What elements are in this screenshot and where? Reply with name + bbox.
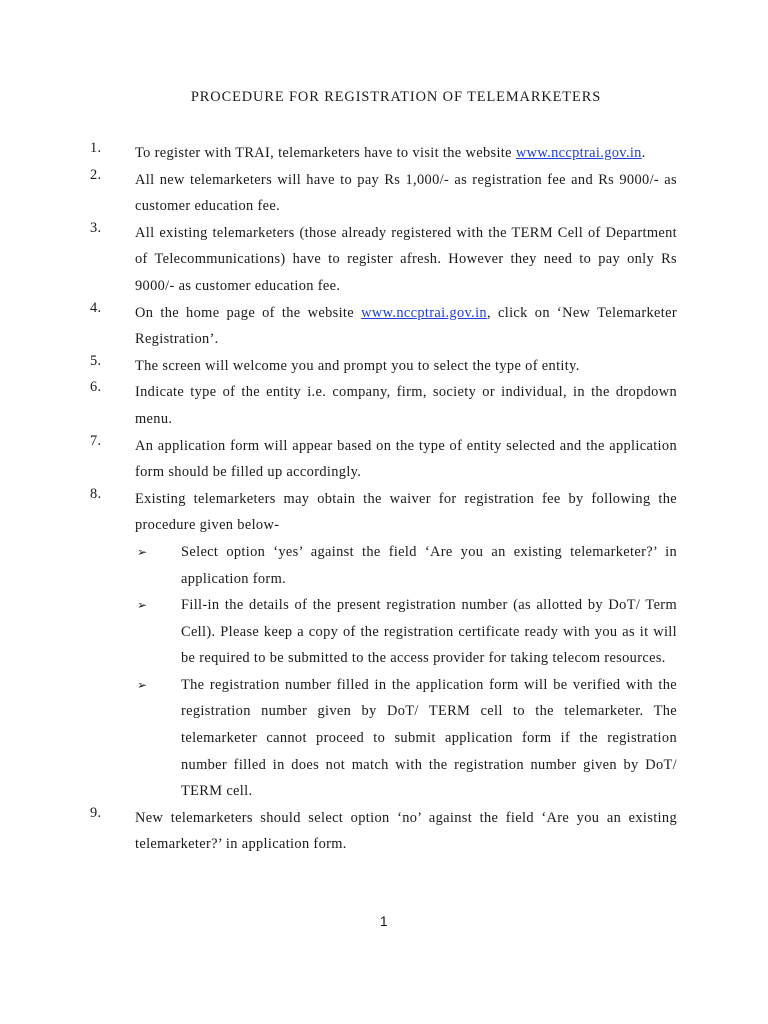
item-text: The screen will welcome you and prompt you to select the type of entity. [135, 357, 580, 374]
sub-item-text: The registration number filled in the application form will be verified with the registration number given by DoT/ TERM cell to the telemarketer. The telemarketer cannot proceed to submit application form if the registration number filled in does not match with the registration number given by DoT/ TERM cell. [181, 676, 677, 800]
item-text: New telemarketers should select option ‘no’ against the field ‘Are you an existing telemarketer?’ in application form. [135, 809, 677, 853]
item-number: 6. [90, 379, 102, 396]
arrow-bullet-icon: ➢ [137, 598, 148, 613]
list-item [0, 433, 768, 486]
arrow-bullet-icon: ➢ [137, 677, 148, 692]
sub-item-text: Fill-in the details of the present registration number (as allotted by DoT/ Term Cell). Please keep a copy of the registration certificate ready with you as it will be required to be submitted to the access provider for taking telecom resources. [181, 597, 677, 667]
sub-list-item [135, 672, 677, 805]
list-item [0, 220, 768, 300]
item-text: Existing telemarketers may obtain the waiver for registration fee by following the procedure given below- [135, 490, 677, 534]
item-number: 2. [90, 166, 102, 183]
list-item [0, 300, 768, 353]
item-number: 3. [90, 219, 102, 236]
item-text: All new telemarketers will have to pay Rs 1,000/- as registration fee and Rs 9000/- as customer education fee. [135, 171, 677, 215]
item-text: To register with TRAI, telemarketers have to visit the website www.nccptrai.gov.in. [135, 145, 646, 161]
sub-list-item [135, 592, 677, 672]
item-number: 1. [90, 140, 102, 156]
item-text: An application form will appear based on the type of entity selected and the application form should be filled up accordingly. [135, 437, 677, 481]
item-number: 5. [90, 352, 102, 369]
item-text: On the home page of the website www.nccptrai.gov.in, click on ‘New Telemarketer Registration’. [135, 304, 678, 348]
item-number: 7. [90, 432, 102, 449]
procedure-list [0, 140, 768, 858]
list-item [0, 167, 768, 220]
list-item [0, 140, 768, 167]
website-link[interactable]: www.nccptrai.gov.in [361, 304, 487, 321]
sub-item-text: Select option ‘yes’ against the field ‘Are you an existing telemarketer?’ in application form. [181, 543, 677, 587]
item-number: 4. [90, 299, 102, 316]
list-item [0, 353, 768, 380]
list-item [0, 486, 768, 539]
item-number: 8. [90, 485, 102, 502]
item-text: All existing telemarketers (those already registered with the TERM Cell of Department of Telecommunications) have to register afresh. However they need to pay only Rs 9000/- as customer education fee. [135, 224, 677, 294]
list-item [0, 805, 768, 858]
arrow-bullet-icon: ➢ [137, 544, 148, 559]
list-item [0, 379, 768, 432]
item-number: 9. [90, 804, 102, 821]
sub-list-item [135, 539, 677, 592]
website-link[interactable]: www.nccptrai.gov.in [515, 145, 642, 161]
item-text: Indicate type of the entity i.e. company, firm, society or individual, in the dropdown menu. [135, 384, 677, 427]
page-number: 1 [379, 913, 389, 929]
page-title: PROCEDURE FOR REGISTRATION OF TELEMARKETERS [190, 89, 602, 105]
